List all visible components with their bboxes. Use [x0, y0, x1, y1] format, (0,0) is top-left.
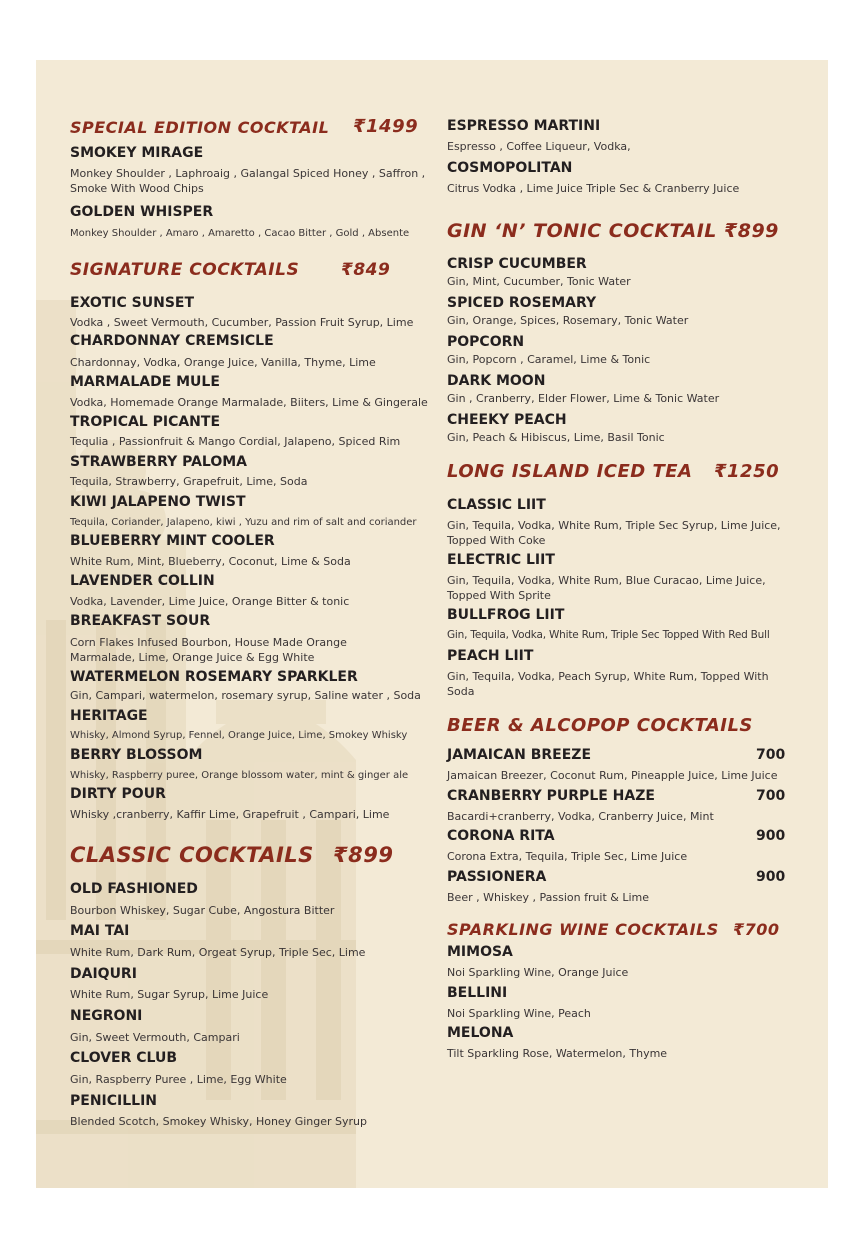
menu-item-name: NEGRONI: [70, 1008, 143, 1024]
menu-item-desc: Espresso , Coffee Liqueur, Vodka,: [447, 140, 631, 153]
menu-item-price: 700: [756, 788, 786, 804]
menu-item-name: KIWI JALAPENO TWIST: [70, 494, 246, 510]
beer-alcopop-heading: BEER & ALCOPOP COCKTAILS: [447, 715, 753, 736]
menu-item-desc: Beer , Whiskey , Passion fruit & Lime: [447, 891, 650, 904]
menu-item-desc: Gin, Orange, Spices, Rosemary, Tonic Water: [447, 314, 689, 327]
menu-item-name: JAMAICAN BREEZE: [447, 747, 592, 763]
menu-item-desc: Noi Sparkling Wine, Peach: [447, 1007, 591, 1020]
classic-price: ₹899: [333, 843, 394, 867]
menu-item-name: SPICED ROSEMARY: [447, 295, 597, 311]
menu-item-desc: Whisky ,cranberry, Kaffir Lime, Grapefruit , Campari, Lime: [70, 808, 390, 821]
menu-item-desc: White Rum, Sugar Syrup, Lime Juice: [70, 988, 269, 1001]
menu-item-price: 900: [756, 869, 786, 885]
menu-item-desc: Gin, Tequila, Vodka, Peach Syrup, White Rum, Topped With Soda: [447, 670, 769, 698]
menu-item-name: CHARDONNAY CREMSICLE: [70, 333, 274, 349]
menu-item-name: PASSIONERA: [447, 869, 547, 885]
menu-item-desc: White Rum, Dark Rum, Orgeat Syrup, Triple Sec, Lime: [70, 946, 366, 959]
menu-item-name: PEACH LIIT: [447, 648, 534, 664]
menu-item-desc: Citrus Vodka , Lime Juice Triple Sec & Cranberry Juice: [447, 182, 740, 195]
liit-price: ₹1250: [714, 461, 780, 482]
menu-item-desc: Gin, Mint, Cucumber, Tonic Water: [447, 275, 631, 288]
menu-item-name: BERRY BLOSSOM: [70, 747, 203, 763]
sparkling-heading: SPARKLING WINE COCKTAILS: [447, 920, 719, 939]
menu-item-desc: Tequila, Strawberry, Grapefruit, Lime, Soda: [70, 475, 308, 488]
menu-item-desc: Jamaican Breezer, Coconut Rum, Pineapple Juice, Lime Juice: [447, 769, 778, 782]
menu-item-desc: Monkey Shoulder , Laphroaig , Galangal Spiced Honey , Saffron , Smoke With Wood Chips: [70, 167, 426, 195]
menu-item-desc: Bourbon Whiskey, Sugar Cube, Angostura Bitter: [70, 904, 335, 917]
gin-tonic-heading: GIN ‘N’ TONIC COCKTAIL: [447, 220, 717, 242]
menu-item-name: PENICILLIN: [70, 1093, 158, 1109]
menu-item-name: HERITAGE: [70, 708, 148, 724]
menu-item-name: EXOTIC SUNSET: [70, 295, 195, 311]
menu-item-desc: Gin, Tequila, Vodka, White Rum, Blue Curacao, Lime Juice, Topped With Sprite: [447, 574, 766, 602]
menu-item-desc: Gin, Tequila, Vodka, White Rum, Triple Sec Topped With Red Bull: [447, 629, 770, 641]
menu-item-desc: Vodka, Lavender, Lime Juice, Orange Bitter & tonic: [70, 595, 350, 608]
menu-item-desc: Gin, Tequila, Vodka, White Rum, Triple Sec Syrup, Lime Juice, Topped With Coke: [447, 519, 781, 547]
menu-item-name: LAVENDER COLLIN: [70, 573, 215, 589]
menu-item-name: ESPRESSO MARTINI: [447, 118, 601, 134]
menu-item-desc: Monkey Shoulder , Amaro , Amaretto , Cacao Bitter , Gold , Absente: [70, 228, 410, 239]
menu-item-name: BREAKFAST SOUR: [70, 613, 211, 629]
menu-item-desc: Corona Extra, Tequila, Triple Sec, Lime Juice: [447, 850, 688, 863]
menu-item-name: STRAWBERRY PALOMA: [70, 454, 248, 470]
signature-heading: SIGNATURE COCKTAILS: [70, 260, 300, 280]
menu-item-name: CRISP CUCUMBER: [447, 256, 587, 272]
menu-item-desc: Gin , Cranberry, Elder Flower, Lime & Tonic Water: [447, 392, 720, 405]
menu-item-desc: Gin, Popcorn , Caramel, Lime & Tonic: [447, 353, 651, 366]
gin-tonic-price: ₹899: [724, 220, 779, 242]
menu-item-desc: Gin, Peach & Hibiscus, Lime, Basil Tonic: [447, 431, 665, 444]
menu-item-name: BLUEBERRY MINT COOLER: [70, 533, 275, 549]
special-edition-heading: SPECIAL EDITION COCKTAIL: [70, 118, 330, 137]
menu-item-desc: Tequlia , Passionfruit & Mango Cordial, Jalapeno, Spiced Rim: [70, 435, 401, 448]
menu-item-name: GOLDEN WHISPER: [70, 204, 214, 220]
special-edition-price: ₹1499: [353, 116, 419, 137]
menu-item-desc: Tequila, Coriander, Jalapeno, kiwi , Yuzu and rim of salt and coriander: [70, 517, 417, 528]
sparkling-price: ₹700: [733, 920, 780, 939]
menu-item-desc: Vodka, Homemade Orange Marmalade, Biiters, Lime & Gingerale: [70, 396, 428, 409]
menu-item-name: CORONA RITA: [447, 828, 555, 844]
signature-price: ₹849: [341, 260, 391, 280]
menu-item-price: 900: [756, 828, 786, 844]
menu-item-name: ELECTRIC LIIT: [447, 552, 555, 568]
menu-item-desc: Blended Scotch, Smokey Whisky, Honey Ginger Syrup: [70, 1115, 367, 1128]
menu-item-desc: Whisky, Almond Syrup, Fennel, Orange Juice, Lime, Smokey Whisky: [70, 730, 408, 741]
menu-item-name: COSMOPOLITAN: [447, 160, 573, 176]
menu-item-desc: Tilt Sparkling Rose, Watermelon, Thyme: [447, 1047, 668, 1060]
menu-item-name: MELONA: [447, 1025, 514, 1041]
menu-item-name: MIMOSA: [447, 944, 513, 960]
menu-item-desc: Gin, Campari, watermelon, rosemary syrup, Saline water , Soda: [70, 689, 421, 702]
menu-item-desc: Gin, Raspberry Puree , Lime, Egg White: [70, 1073, 287, 1086]
menu-item-name: CLOVER CLUB: [70, 1050, 178, 1066]
menu-item-desc: Vodka , Sweet Vermouth, Cucumber, Passion Fruit Syrup, Lime: [70, 316, 414, 329]
menu-item-desc: Whisky, Raspberry puree, Orange blossom water, mint & ginger ale: [70, 770, 409, 781]
menu-item-name: DARK MOON: [447, 373, 546, 389]
menu-item-name: WATERMELON ROSEMARY SPARKLER: [70, 669, 358, 685]
menu-item-name: MAI TAI: [70, 923, 130, 939]
menu-item-name: TROPICAL PICANTE: [70, 414, 221, 430]
menu-item-name: DIRTY POUR: [70, 786, 166, 802]
menu-item-name: POPCORN: [447, 334, 525, 350]
menu-item-desc: Noi Sparkling Wine, Orange Juice: [447, 966, 629, 979]
menu-item-name: BELLINI: [447, 985, 508, 1001]
menu-item-desc: Gin, Sweet Vermouth, Campari: [70, 1031, 240, 1044]
liit-heading: LONG ISLAND ICED TEA: [447, 461, 693, 482]
menu-item-name: MARMALADE MULE: [70, 374, 220, 390]
menu-item-name: CLASSIC LIIT: [447, 497, 546, 513]
classic-heading: CLASSIC COCKTAILS: [70, 843, 314, 867]
menu-item-name: OLD FASHIONED: [70, 881, 198, 897]
menu-item-name: DAIQURI: [70, 966, 137, 982]
menu-item-desc: Corn Flakes Infused Bourbon, House Made Orange Marmalade, Lime, Orange Juice & Egg White: [70, 636, 347, 664]
menu-page: [36, 60, 828, 1188]
menu-item-desc: Chardonnay, Vodka, Orange Juice, Vanilla, Thyme, Lime: [70, 356, 376, 369]
menu-item-name: SMOKEY MIRAGE: [70, 145, 204, 161]
menu-item-name: BULLFROG LIIT: [447, 607, 565, 623]
menu-item-name: CRANBERRY PURPLE HAZE: [447, 788, 655, 804]
menu-item-name: CHEEKY PEACH: [447, 412, 567, 428]
menu-item-desc: White Rum, Mint, Blueberry, Coconut, Lime & Soda: [70, 555, 351, 568]
menu-item-price: 700: [756, 747, 786, 763]
menu-item-desc: Bacardi+cranberry, Vodka, Cranberry Juice, Mint: [447, 810, 714, 823]
